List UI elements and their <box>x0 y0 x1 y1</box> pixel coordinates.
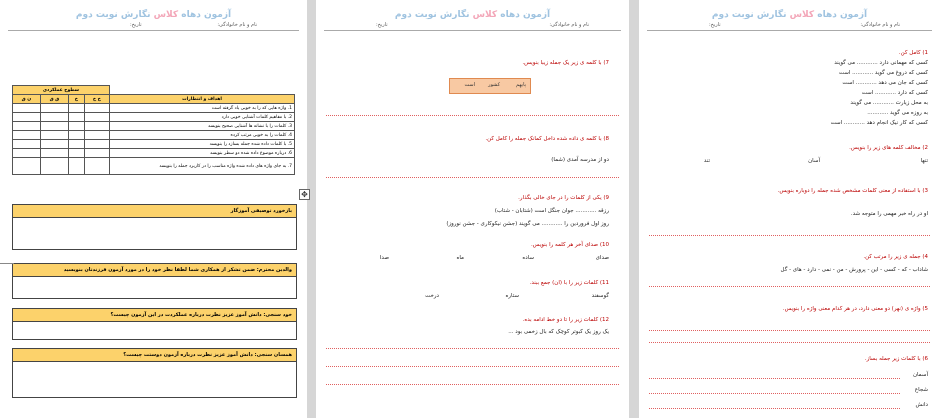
q9-item-b: روز اول فروردین را ............ می گویند (جشن نیکوکاری - جشن نوروز) <box>446 221 609 227</box>
q9-item-a: رزقه ............ جوان جنگل است (شتابان - شتاب) <box>494 208 609 214</box>
table-row: 4. کلمات را به خوبی مرتب کرده <box>13 131 295 140</box>
q4-text: شاداب - که - کسی - این - پرورش - من - نمی - دارد - های - گل <box>780 267 928 273</box>
page-header: آزمون دهاه کلاس نگارش نوبت دوم <box>711 10 868 20</box>
name-label: نام و نام خانوادگی: <box>549 22 589 28</box>
name-label: نام و نام خانوادگی: <box>860 22 900 28</box>
name-label: نام و نام خانوادگی: <box>217 22 257 28</box>
table-row: 3. کلمات را با نشانه ها آشنایی صحیح بنویسد <box>13 122 295 131</box>
peer-assessment-box[interactable]: همسان سنجی: دانش آموز عزیز نظرت درباره آزمون دوستت چیست؟ <box>12 348 297 398</box>
teacher-feedback-box[interactable]: بازخورد توصیفی آموزگار <box>12 204 297 250</box>
question-1: 1) کامل کن. <box>898 50 928 56</box>
date-label: تاریخ: <box>130 22 142 28</box>
table-row: 7. به جای واژه های داده شده واژه مناسب را در کاربرد جمله را بنویسد <box>13 158 295 175</box>
table-row: 2. با مفاهیم کلمات آشنایی خوبی دارد <box>13 113 295 122</box>
page-header: آزمون دهاه کلاس نگارش نوبت دوم <box>394 10 551 20</box>
page-1 <box>0 0 307 418</box>
question-7: 7) با کلمه ی زیر یک جمله زیبا بنویس. <box>522 60 609 66</box>
parent-feedback-box[interactable]: والدین محترم: ضمن تشکر از همکاری شما لطفا نظر خود را در مورد آزمون فرزندتان بنویسید <box>12 263 297 299</box>
question-10: 10) صدای آخر هر کلمه را بنویس. <box>531 242 609 248</box>
move-handle-icon[interactable]: ✥ <box>299 189 310 200</box>
question-4: 4) جمله ی زیر را مرتب کن. <box>863 254 928 260</box>
question-3: 3) با استفاده از معنی کلمات مشخص شده جمله را دوباره بنویس. <box>777 188 928 194</box>
date-label: تاریخ: <box>376 22 388 28</box>
question-12: 12) کلمات زیر را تا دو خط ادامه بده. <box>522 317 609 323</box>
q12-text: یک روز یک کبوتر کوچک که بال زخمی بود ... <box>508 329 609 335</box>
question-2: 2) مخالف کلمه های زیر را بنویس. <box>849 145 928 151</box>
page-3: آزمون دهاه کلاس نگارش نوبت دوم نام و نام خانوادگی: تاریخ: 1) کامل کن. کسی که مهمانی دارد ............ می گویند کسی که دروغ می گوید ............ است کسی که جان می دهد ............ است کسی که دارد ............ است به محل زیارت ............ می گویند به روزه می گوید ............ کسی که کار نیک انجام دهد ............ است 2) مخالف کلمه های زیر را بنویس. تنها آسان تند 3) با استفاده از معنی کلمات مشخص شده جمله را دوباره بنویس. او در راه خبر مهمی را متوجه شد. 4) جمله ی زیر را مرتب کن. شاداب - که - کسی - این - پرورش - من - نمی - دارد - های - گل 5) واژه ی (نهر) دو معنی دارد، در هر کدام معنی واژه را بنویس. 6) با کلمات زیر جمله بساز. آسمان شجاع دانش <box>639 0 940 418</box>
question-5: 5) واژه ی (نهر) دو معنی دارد، در هر کدام معنی واژه را بنویس. <box>782 306 928 312</box>
date-label: تاریخ: <box>709 22 721 28</box>
page-2: آزمون دهاه کلاس نگارش نوبت دوم نام و نام خانوادگی: تاریخ: 7) با کلمه ی زیر یک جمله زیبا بنویس. پایهم کشور است 8) با کلمه ی داده شده داخل کمانک جمله را کامل کن. دو از مدرسه آمدی (شما) 9) یکی از کلمات را در جای خالی بگذار. رزقه ............ جوان جنگل است (شتابان - شتاب) روز اول فروردین را ............ می گویند (جشن نیکوکاری - جشن نوروز) 10) صدای آخر هر کلمه را بنویس. صدای ساده ماه صدا 11) کلمات زیر را با (ان) جمع ببند. گوسفند ستاره درخت 12) کلمات زیر را تا دو خط ادامه بده. یک روز یک کبوتر کوچک که بال زخمی بود ... <box>316 0 629 418</box>
q8-text: دو از مدرسه آمدی (شما) <box>551 157 609 163</box>
table-row: 1. واژه هایی که را به خوبی یاد گرفته است <box>13 104 295 113</box>
q3-text: او در راه خبر مهمی را متوجه شد. <box>850 211 928 217</box>
table-row: 6. درباره موضوع داده شده دو سطر بنویسد <box>13 149 295 158</box>
word-box: پایهم کشور است <box>449 78 531 94</box>
evaluation-table: سطوح عملکردی ن ق ق ق خ خ خ اهداف و انتظارات 1. واژه هایی که را به خوبی یاد گرفته است 2. با مفاهیم کلمات آشنایی خوبی دارد 3. کلمات را با نشانه ها آشنایی صحیح بنویسد 4. کلمات را به خوبی مرتب کرده 5. با کلمات داده شده جمله بسازد را بنویسد 6. درباره موضوع داده شده دو سطر بنویسد 7. به جای واژه های داده شده واژه مناسب را در کاربرد جمله را بنویسد <box>12 85 295 175</box>
page-header: آزمون دهاه کلاس نگارش نوبت دوم <box>75 10 232 20</box>
question-8: 8) با کلمه ی داده شده داخل کمانک جمله را کامل کن. <box>485 136 609 142</box>
self-assessment-box[interactable]: خود سنجی: دانش آموز عزیز نظرت درباره عملکردت در این آزمون چیست؟ <box>12 308 297 340</box>
question-11: 11) کلمات زیر را با (ان) جمع ببند. <box>529 280 609 286</box>
question-9: 9) یکی از کلمات را در جای خالی بگذار. <box>518 195 609 201</box>
table-row: 5. با کلمات داده شده جمله بسازد را بنویسد <box>13 140 295 149</box>
question-6: 6) با کلمات زیر جمله بساز. <box>864 356 928 362</box>
